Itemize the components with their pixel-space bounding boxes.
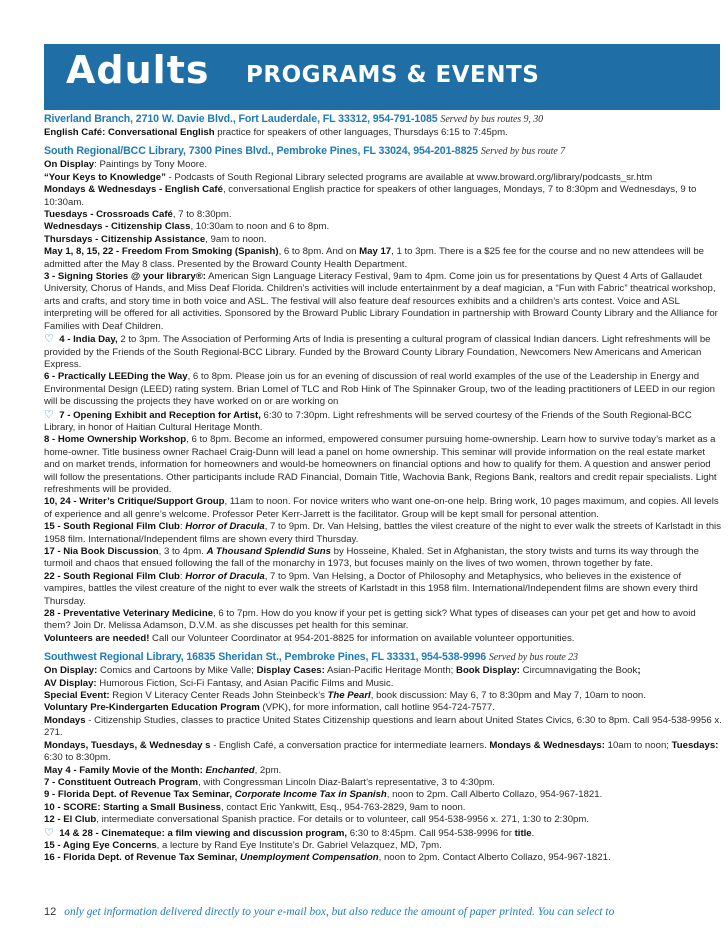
- event-details: Comics and Cartoons by Mike Valle;: [97, 665, 257, 677]
- event-details: , 1 to 3pm. There is a $25 fee for the course and no new attendees will be admitted after the May 8 class. Presented by the Broward County Health Department.: [44, 246, 705, 270]
- event-title: 16 - Florida Dept. of Revenue Tax Seminar,: [44, 852, 241, 864]
- event-entry: [44, 777, 722, 789]
- event-title: Book Display:: [456, 665, 520, 677]
- event-entry: [44, 665, 722, 677]
- branch-name: South Regional/BCC Library, 7300 Pines Blvd., Pembroke Pines, FL 33024, 954-201-8825: [44, 145, 478, 158]
- event-details: Humorous Fiction, Sci-Fi Fantasy, and Asian Pacific Films and Music.: [96, 677, 394, 689]
- events-content: [44, 112, 722, 865]
- event-title: Thursdays - Citizenship Assistance: [44, 233, 206, 245]
- event-title: May 4 - Family Movie of the Month:: [44, 764, 206, 776]
- event-entry: [44, 840, 722, 852]
- event-title: 7 - Constituent Outreach Program: [44, 776, 199, 788]
- event-entry: [44, 172, 722, 184]
- event-title: Wednesdays - Citizenship Class: [44, 221, 191, 233]
- event-entry: [44, 789, 722, 801]
- seminar-title: Unemployment Compensation: [240, 852, 379, 864]
- heart-icon: ♡: [44, 333, 54, 346]
- event-entry: [44, 434, 722, 496]
- event-details: Call our Volunteer Coordinator at 954-201-8825 for information on available volunteer opportunities.: [149, 632, 575, 644]
- event-entry: [44, 827, 722, 840]
- event-entry: [44, 702, 722, 714]
- film-title: Enchanted: [205, 764, 255, 776]
- page-banner: [44, 44, 720, 110]
- event-date: May 17: [359, 246, 392, 258]
- event-entry: [44, 814, 722, 826]
- event-title: 12 - El Club: [44, 814, 97, 826]
- event-title: Tuesdays:: [671, 739, 719, 751]
- event-entry: [44, 765, 722, 777]
- punctuation: ;: [637, 665, 641, 677]
- event-details: - English Café, a conversation practice for intermediate learners.: [210, 739, 490, 751]
- event-entry: [44, 127, 722, 139]
- event-title: May 1, 8, 15, 22 - Freedom From Smoking (Spanish): [44, 246, 279, 258]
- heart-icon: ♡: [44, 826, 54, 839]
- event-title: English Café: Conversational English: [44, 127, 215, 138]
- event-title: 14 & 28 - Cinemateque: a film viewing and discussion program,: [59, 827, 348, 839]
- event-details: .: [531, 827, 535, 839]
- event-details: Region V Literacy Center Reads John Steinbeck’s: [109, 690, 328, 702]
- event-title: Display Cases:: [256, 665, 325, 677]
- event-details: - Citizenship Studies, classes to practice United States Citizenship questions and learn about United States Civics, 6:30 to 8pm. Call 954-538-9956 x. 271.: [44, 714, 722, 739]
- event-details: , a lecture by Rand Eye Institute’s Dr. Gabriel Velazquez, MD, 7pm.: [156, 839, 442, 851]
- event-details: 10am to noon;: [604, 739, 672, 751]
- event-entry: [44, 246, 722, 271]
- event-title: Volunteers are needed!: [44, 632, 150, 644]
- event-title: On Display: [44, 159, 95, 171]
- event-title: Mondays, Tuesdays, & Wednesday s: [44, 739, 211, 751]
- event-details: , contact Eric Yankwitt, Esq., 954-763-2829, 9am to noon.: [221, 801, 466, 813]
- bus-route-note: Served by bus route 7: [480, 146, 566, 158]
- event-entry: [44, 371, 722, 408]
- page-footer: [44, 906, 724, 918]
- page-number: 12: [44, 906, 57, 918]
- book-title: A Thousand Splendid Suns: [206, 546, 331, 557]
- event-details: :: [179, 521, 186, 533]
- event-title: Tuesdays - Crossroads Café: [44, 209, 173, 221]
- branch-heading-southwest-regional: [44, 650, 722, 665]
- event-entry: [44, 333, 722, 371]
- book-title: The Pearl: [327, 690, 371, 702]
- event-details: : Paintings by Tony Moore.: [94, 159, 208, 171]
- event-entry: [44, 221, 722, 233]
- footer-continued-text: only get information delivered directly to your e-mail box, but also reduce the amount of paper printed. You can select to: [64, 906, 615, 918]
- event-details: , 7 to 9pm. Van Helsing, a Doctor of Philosophy and Metaphysics, who believes in the existence of vampires, battles the vilest creature of the night to ever walk the streets of Karlstadt in this 1958 film. International/Independent films are shown every third Thursday.: [44, 570, 698, 607]
- event-details: American Sign Language Literacy Festival, 9am to 4pm. Come join us for presentations by Quest 4 Arts of Gallaudet University, Chorus of Hands, and Miss Deaf Florida. Children’s activities will include entertainment by a deaf magician, a “Fun with Fabric” theatrical workshop, arts and crafts, and story time in both voice and ASL. The festival will also feature deaf resources exhibits and a children’s arts contest. Voice and ASL interpreting will be offered for all activities. Sponsored by the Broward Public Library Foundation in partnership with Broward County Library and the Alliance for Families with Deaf Children.: [44, 271, 718, 332]
- event-details: Circumnavigating the Book: [520, 665, 638, 677]
- branch-heading-riverland: [44, 112, 722, 127]
- event-entry: [44, 608, 722, 633]
- film-title: Horror of Dracula: [185, 521, 265, 533]
- event-entry: [44, 690, 722, 702]
- event-entry: [44, 521, 722, 546]
- event-title: 10, 24 - Writer’s Critique/Support Group: [44, 496, 225, 508]
- event-title: 7 - Opening Exhibit and Reception for Artist,: [59, 409, 261, 421]
- event-details: , 6 to 8pm. Please join us for an evening of discussion of real world examples of the use of the Leadership in Energy and Environmental Design (LEED) rating system. Brian Lomel of TLC and Rob Hink of The Spinnaker Group, two of the leading practitioners of LEED in our region will be discussing the projects they have worked on or are working on: [44, 371, 716, 408]
- branch-name: Riverland Branch, 2710 W. Davie Blvd., Fort Lauderdale, FL 33312, 954-791-1085: [44, 113, 438, 125]
- event-details: , noon to 2pm. Contact Alberto Collazo, 954-967-1821.: [378, 852, 611, 864]
- event-entry: [44, 633, 722, 645]
- event-details: , noon to 2pm. Call Alberto Collazo, 954-967-1821.: [386, 789, 603, 801]
- event-details: , 7 to 8:30pm.: [172, 209, 232, 221]
- event-details: , 6 to 8pm. Become an informed, empowered consumer pursuing home-ownership. Learn how to survive today’s market as a home-owner. Title business owner Rachael Craig-Dunn will lead a panel on home ownership. This seminar will provide information on the real estate market and on market trends, information for homeowners and would-be homeowners on financial options and how to qualify for them. A question and answer period will follow the presentations. Other participants include RAD Financial, Domain Title, Wachovia Bank, Regions Bank, realtors and credit repair specialists. Light refreshments will be provided.: [44, 434, 717, 495]
- event-details: , 3 to 4pm.: [158, 546, 207, 557]
- event-title: 4 - India Day,: [59, 334, 118, 346]
- event-title: 3 - Signing Stories @ your library®:: [44, 271, 206, 283]
- event-details: , 9am to noon.: [205, 233, 267, 245]
- event-details: :: [179, 570, 186, 582]
- event-details: 6:30 to 8:45pm. Call 954-538-9996 for: [347, 827, 515, 839]
- branch-name: Southwest Regional Library, 16835 Sheridan St., Pembroke Pines, FL 33331, 954-538-9996: [44, 651, 487, 664]
- event-details: , 6 to 8pm. And on: [278, 246, 360, 258]
- event-details: , book discussion: May 6, 7 to 8:30pm and May 7, 10am to noon.: [370, 690, 646, 702]
- film-title: Horror of Dracula: [185, 570, 265, 582]
- event-entry: [44, 409, 722, 435]
- event-entry: [44, 740, 722, 765]
- event-entry: [44, 271, 722, 333]
- event-entry: [44, 546, 722, 571]
- event-title: 28 - Preventative Veterinary Medicine: [44, 608, 214, 620]
- event-title: 10 - SCORE: Starting a Small Business: [44, 801, 222, 813]
- event-details: 2 to 3pm. The Association of Performing Arts of India is presenting a cultural program of classical Indian dancers. Light refreshments will be provided by the Friends of the South Regional-BCC Library. Funded by the Broward County Library Foundation, Newcomers New Americans and American Express.: [44, 334, 711, 370]
- event-details: , 7 to 9pm. Dr. Van Helsing, battles the vilest creature of the night to ever walk the streets of Karlstadt in this 1958 film. International/Independent films are shown every third Thursday.: [44, 521, 721, 545]
- event-details: , conversational English practice for speakers of other languages, Mondays, 7 to 8:30pm and Wednesdays, 9 to 10:30am.: [44, 184, 697, 208]
- event-details: , 10:30am to noon and 6 to 8pm.: [190, 221, 330, 233]
- event-details: , with Congressman Lincoln Diaz-Balart’s representative, 3 to 4:30pm.: [198, 776, 495, 788]
- event-title: 9 - Florida Dept. of Revenue Tax Seminar,: [44, 789, 235, 801]
- event-title: title: [514, 827, 532, 839]
- event-details: , 6 to 7pm. How do you know if your pet is getting sick? What types of diseases can your pet get and how to avoid them? Join Dr. Melissa Adamson, D.V.M. as she discusses pet health for this seminar.: [44, 608, 696, 632]
- event-title: 8 - Home Ownership Workshop: [44, 434, 187, 446]
- event-details: (VPK), for more information, call hotline 954-724-7577.: [259, 702, 495, 714]
- event-title: AV Display:: [44, 677, 97, 689]
- event-title: Mondays: [44, 714, 86, 726]
- page-subtitle: PROGRAMS & EVENTS: [246, 62, 540, 88]
- event-title: “Your Keys to Knowledge”: [44, 171, 166, 183]
- event-details: , 11am to noon. For novice writers who want one-on-one help. Bring work, 10 pages maximum, and copies. All levels of experience and all genre’s welcome. Professor Peter Kerr-Jarrett is the facilitator. Group will be kept small for personal attention.: [44, 496, 719, 520]
- event-entry: [44, 802, 722, 814]
- event-details: 6:30 to 7:30pm. Light refreshments will be served courtesy of the Friends of the South Regional-BCC Library, in honor of Haitian Cultural Heritage Month.: [44, 409, 692, 433]
- event-entry: [44, 496, 722, 521]
- event-title: Special Event:: [44, 690, 110, 702]
- event-title: 15 - Aging Eye Concerns: [44, 839, 157, 851]
- event-title: Mondays & Wednesdays:: [489, 739, 605, 751]
- bus-route-note: Served by bus route 23: [488, 652, 578, 664]
- event-entry: [44, 678, 722, 690]
- event-details: Asian-Pacific Heritage Month;: [324, 665, 457, 677]
- event-title: Mondays & Wednesdays - English Café: [44, 184, 223, 196]
- branch-heading-south-regional: [44, 144, 722, 159]
- event-entry: [44, 184, 722, 209]
- event-details: 6:30 to 8:30pm.: [44, 752, 111, 764]
- event-title: 22 - South Regional Film Club: [44, 570, 180, 582]
- event-title: Voluntary Pre-Kindergarten Education Program: [44, 702, 260, 714]
- event-title: 17 - Nia Book Discussion: [44, 546, 159, 557]
- event-title: 15 - South Regional Film Club: [44, 521, 180, 533]
- event-details: , 2pm.: [254, 764, 282, 776]
- event-entry: [44, 209, 722, 221]
- heart-icon: ♡: [44, 408, 54, 421]
- event-title: 6 - Practically LEEDing the Way: [44, 371, 188, 383]
- event-details: practice for speakers of other languages, Thursdays 6:15 to 7:45pm.: [214, 127, 508, 138]
- bus-route-note: Served by bus routes 9, 30: [440, 114, 543, 125]
- event-title: On Display:: [44, 665, 98, 677]
- seminar-title: Corporate Income Tax in Spanish: [234, 789, 387, 801]
- event-details: by Hosseine, Khaled. Set in Afghanistan, the story twists and turns its way through the turmoil and chaos that ensued following the fall of the monarchy in 1973, but focuses mainly on the lives of two women, thrown together by fate.: [44, 546, 699, 570]
- event-entry: [44, 852, 722, 864]
- page-title: Adults: [66, 48, 210, 92]
- event-entry: [44, 571, 722, 608]
- event-entry: [44, 159, 722, 171]
- event-details: - Podcasts of South Regional Library selected programs are available at www.broward.org/library/podcasts_sr.htm: [165, 171, 653, 183]
- event-details: , intermediate conversational Spanish practice. For details or to volunteer, call 954-538-9956 x. 271, 1:30 to 2:30pm.: [96, 814, 590, 826]
- event-entry: [44, 715, 722, 740]
- event-entry: [44, 234, 722, 246]
